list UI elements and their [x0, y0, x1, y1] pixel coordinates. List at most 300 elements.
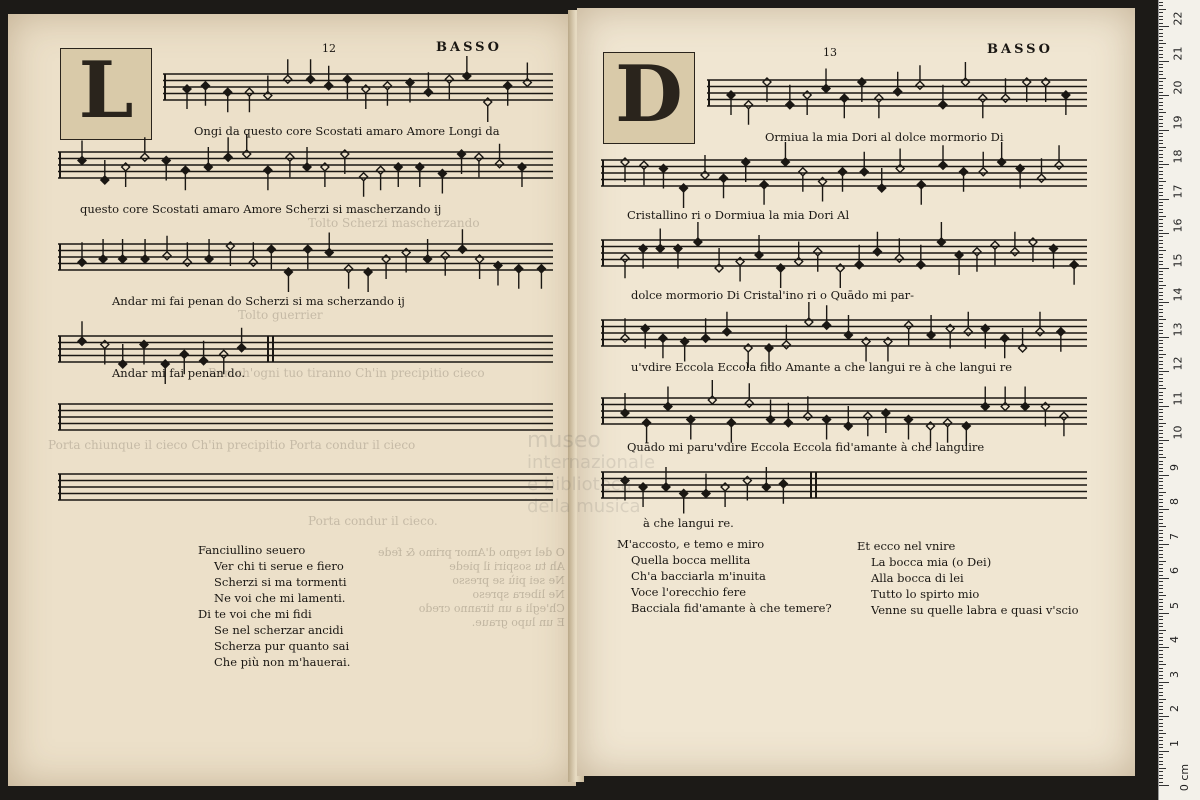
ruler-mm-tick [1159, 143, 1163, 144]
ruler-mm-tick [1159, 719, 1163, 720]
note [946, 325, 954, 349]
ruler-mm-tick [1159, 33, 1163, 34]
ruler-mm-tick [1159, 364, 1163, 365]
note [680, 184, 688, 208]
ruler-mm-tick [1159, 2, 1163, 3]
ruler-label: 1 [1168, 739, 1181, 747]
note [406, 79, 414, 103]
ruler-mm-tick [1159, 212, 1163, 213]
ruler-tick [1159, 475, 1169, 476]
ruler-mm-tick [1159, 599, 1163, 600]
note [981, 325, 989, 349]
note [939, 145, 947, 169]
ruler-mm-tick [1159, 737, 1163, 738]
note [621, 158, 629, 182]
ruler-mm-tick [1159, 419, 1163, 420]
note [721, 483, 729, 507]
left-lyric-line-1: Ongi da questo core Scostati amaro Amore Longi da [194, 124, 500, 138]
note [823, 305, 831, 329]
ruler-tick [1159, 751, 1169, 752]
ruler-mm-tick [1159, 409, 1163, 410]
ruler-mm-tick [1159, 378, 1163, 379]
note [904, 416, 912, 440]
note [476, 255, 484, 279]
left-staff-2 [58, 142, 553, 192]
ruler-mm-tick [1159, 54, 1163, 55]
right-lyric-line-2: Cristallino ri o Dormiua la mia Dori Al [627, 208, 850, 222]
ruler-mm-tick [1159, 426, 1163, 427]
watermark-line-3: e biblioteca [527, 474, 632, 495]
note [1001, 78, 1009, 102]
ruler-mm-tick [1159, 123, 1163, 124]
note [742, 158, 750, 182]
ruler-mm-tick [1159, 523, 1163, 524]
right-lyric-line-5: Quādo mi paru'vdire Eccola Eccola fid'amante à che languire [627, 440, 985, 454]
ruler-mm-tick [1159, 316, 1163, 317]
ruler-mm-tick [1159, 457, 1166, 458]
note [894, 72, 902, 96]
initial-letter: L [78, 45, 134, 136]
ruler-mm-tick [1159, 695, 1163, 696]
ruler-mm-tick [1159, 592, 1163, 593]
note [78, 321, 86, 345]
note [364, 268, 372, 292]
note [1023, 78, 1031, 102]
ruler-mm-tick [1159, 395, 1163, 396]
ruler-mm-tick [1159, 757, 1163, 758]
ruler-label: 13 [1171, 322, 1185, 336]
note [895, 238, 903, 262]
ruler-mm-tick [1159, 57, 1163, 58]
note [1016, 165, 1024, 189]
bleed-through-4: Porta chiunque il cieco Ch'in precipitio Porta condur il cieco [48, 438, 416, 452]
ruler-mm-tick [1159, 588, 1163, 589]
ruler-tick [1159, 371, 1169, 372]
note [416, 163, 424, 187]
ruler-mm-tick [1159, 423, 1166, 424]
note [163, 236, 171, 260]
note [777, 264, 785, 288]
ruler-mm-tick [1159, 744, 1163, 745]
verse-line: Voce l'orecchio fere [631, 585, 747, 599]
ruler-mm-tick [1159, 747, 1163, 748]
note [955, 251, 963, 275]
note [702, 318, 710, 342]
note [325, 66, 333, 90]
note [224, 137, 232, 161]
ruler-mm-tick [1159, 309, 1163, 310]
ruler-mm-tick [1159, 619, 1163, 620]
note [362, 85, 370, 109]
ruler-mm-tick [1159, 71, 1163, 72]
right-staff-5 [601, 388, 1087, 438]
ruler-mm-tick [1159, 264, 1163, 265]
ruler-tick [1159, 164, 1169, 165]
ruler-label: 18 [1171, 149, 1185, 164]
note [141, 137, 149, 161]
ruler-mm-tick [1159, 326, 1163, 327]
note [687, 416, 695, 440]
ruler-mm-tick [1159, 133, 1163, 134]
ruler-tick [1159, 509, 1169, 510]
ruler-label: 15 [1171, 253, 1185, 267]
ruler-label: 17 [1171, 184, 1185, 198]
note [1049, 245, 1057, 269]
note [1062, 91, 1070, 115]
ruler-mm-tick [1159, 637, 1163, 638]
ruler-mm-tick [1159, 606, 1163, 607]
ruler-mm-tick [1159, 167, 1163, 168]
ruler-mm-tick [1159, 782, 1163, 783]
left-page-header: BASSO [436, 40, 502, 55]
right-staff-4 [601, 310, 1087, 360]
ruler-mm-tick [1159, 485, 1163, 486]
verse-line: Di te voi che mi fidi [198, 607, 312, 621]
ruler-mm-tick [1159, 381, 1163, 382]
ruler-mm-tick [1159, 568, 1163, 569]
ruler-mm-tick [1159, 271, 1163, 272]
ruler-mm-tick [1159, 602, 1163, 603]
ruler-mm-tick [1159, 464, 1163, 465]
note [438, 170, 446, 194]
note [494, 262, 502, 286]
ruler-tick [1159, 785, 1169, 786]
ruler-mm-tick [1159, 412, 1163, 413]
ruler-mm-tick [1159, 112, 1166, 113]
ruler-mm-tick [1159, 433, 1163, 434]
note [743, 477, 751, 501]
ruler-mm-tick [1159, 192, 1163, 193]
note [122, 163, 130, 187]
verse-line: Venne su quelle labra e quasi v'scio [871, 603, 1079, 617]
note [782, 325, 790, 349]
note [805, 302, 813, 326]
ruler-mm-tick [1159, 519, 1163, 520]
ruler-mm-tick [1159, 92, 1163, 93]
ruler-mm-tick [1159, 261, 1163, 262]
note [745, 383, 753, 407]
ruler-mm-tick [1159, 374, 1163, 375]
ruler-mm-tick [1159, 67, 1163, 68]
note [917, 181, 925, 205]
ruler-mm-tick [1159, 9, 1166, 10]
note [496, 144, 504, 168]
left-verse-bleed: O del regno d'Amor primo & fede Ah tu sospiri il piede Ne sei più se presso Ne libera spreso Ch'egli a un tiranno credo E un lupo graue. [378, 546, 565, 629]
ruler-mm-tick [1159, 40, 1163, 41]
note [708, 380, 716, 404]
ruler-mm-tick [1159, 644, 1163, 645]
verse-line: Ne voi che mi lamenti. [214, 591, 346, 605]
ruler-mm-tick [1159, 23, 1163, 24]
note [939, 85, 947, 109]
ruler-mm-tick [1159, 388, 1166, 389]
note [1070, 261, 1078, 285]
ruler-mm-tick [1159, 102, 1163, 103]
verse-line: M'accosto, e temo e miro [617, 537, 765, 551]
note [727, 91, 735, 115]
verse-line: Ver chi ti serue e fiero [214, 559, 344, 573]
verse-line: Che più non m'hauerai. [214, 655, 351, 669]
ruler-mm-tick [1159, 47, 1163, 48]
note [402, 249, 410, 273]
ruler-mm-tick [1159, 688, 1163, 689]
right-page-number: 13 [823, 46, 837, 59]
verse-line: Quella bocca mellita [631, 553, 751, 567]
ruler-label: 5 [1168, 601, 1181, 609]
ruler-mm-tick [1159, 247, 1163, 248]
bleed-through-3: Ben ch'ogni tuo tiranno Ch'in precipitio cieco [208, 366, 485, 380]
ruler-mm-tick [1159, 771, 1163, 772]
right-verse-right [857, 538, 1079, 618]
ruler-mm-tick [1159, 278, 1163, 279]
ruler-mm-tick [1159, 488, 1163, 489]
ruler-mm-tick [1159, 706, 1163, 707]
ruler-label: 10 [1171, 425, 1185, 440]
note [979, 152, 987, 176]
ruler-mm-tick [1159, 764, 1163, 765]
note [786, 85, 794, 109]
ruler-mm-tick [1159, 126, 1163, 127]
note [484, 98, 492, 122]
left-lyric-line-3: Andar mi fai penan do Scherzi si ma scherzando ij [112, 294, 405, 308]
note [249, 242, 257, 266]
ruler-label: 21 [1171, 46, 1185, 60]
measurement-ruler [1158, 0, 1200, 800]
watermark-line-2: internazionale [527, 452, 656, 473]
ruler-mm-tick [1159, 385, 1163, 386]
ruler-label: 3 [1168, 670, 1181, 678]
ruler-mm-tick [1159, 768, 1166, 769]
ruler-mm-tick [1159, 240, 1163, 241]
ruler-mm-tick [1159, 537, 1163, 538]
note [736, 258, 744, 282]
note [200, 341, 208, 365]
ruler-mm-tick [1159, 226, 1163, 227]
left-lyric-line-2: questo core Scostati amaro Amore Scherzi si mascherzando ij [80, 202, 442, 216]
note [641, 325, 649, 349]
ruler-mm-tick [1159, 281, 1163, 282]
verse-line: Alla bocca di lei [871, 571, 964, 585]
note [424, 72, 432, 96]
note [760, 181, 768, 205]
ruler-mm-tick [1159, 654, 1163, 655]
ruler-mm-tick [1159, 105, 1163, 106]
ruler-label: 20 [1171, 80, 1185, 95]
ruler-mm-tick [1159, 468, 1163, 469]
ruler-mm-tick [1159, 74, 1163, 75]
note [823, 416, 831, 440]
left-staff-6 [58, 464, 553, 514]
ruler-mm-tick [1159, 43, 1166, 44]
left-page-number: 12 [322, 42, 336, 55]
ruler-mm-tick [1159, 257, 1163, 258]
note [226, 242, 234, 266]
ruler-mm-tick [1159, 761, 1163, 762]
ruler-mm-tick [1159, 136, 1163, 137]
ruler-mm-tick [1159, 330, 1163, 331]
note [537, 265, 545, 289]
ruler-mm-tick [1159, 775, 1163, 776]
ruler-label: 6 [1168, 567, 1181, 574]
note [360, 173, 368, 197]
ruler-tick [1159, 233, 1169, 234]
ruler-label: 4 [1168, 636, 1181, 643]
ruler-mm-tick [1159, 292, 1163, 293]
note [639, 245, 647, 269]
note [284, 59, 292, 83]
note [162, 157, 170, 181]
note [873, 232, 881, 256]
ruler-mm-tick [1159, 216, 1166, 217]
ruler-tick [1159, 337, 1169, 338]
ruler-mm-tick [1159, 295, 1163, 296]
right-staff-6 [601, 462, 1087, 512]
ruler-mm-tick [1159, 392, 1163, 393]
ruler-tick [1159, 578, 1169, 579]
ruler-mm-tick [1159, 443, 1163, 444]
note [858, 78, 866, 102]
ruler-mm-tick [1159, 333, 1163, 334]
ruler-mm-tick [1159, 340, 1163, 341]
note [998, 142, 1006, 166]
ruler-mm-tick [1159, 430, 1163, 431]
watermark-line-4: della musica [527, 496, 641, 517]
ruler-mm-tick [1159, 664, 1166, 665]
note [784, 403, 792, 427]
verse-line: Bacciala fid'amante à che temere? [631, 601, 832, 615]
ruler-tick [1159, 716, 1169, 717]
note [394, 163, 402, 187]
ruler-mm-tick [1159, 150, 1163, 151]
ruler-mm-tick [1159, 626, 1163, 627]
ruler-mm-tick [1159, 88, 1163, 89]
ruler-tick [1159, 647, 1169, 648]
ruler-mm-tick [1159, 219, 1163, 220]
left-staff-3 [58, 234, 553, 284]
ruler-mm-tick [1159, 699, 1166, 700]
note [1042, 78, 1050, 102]
note [345, 265, 353, 289]
ruler-mm-tick [1159, 399, 1163, 400]
ruler-mm-tick [1159, 299, 1163, 300]
bleed-through-5: Porta condur il cieco. [308, 514, 438, 528]
note [1029, 238, 1037, 262]
bleed-through-2: Tolto guerrier [238, 308, 323, 322]
watermark-line-1: museo [527, 428, 601, 453]
note [1055, 145, 1063, 169]
note [855, 245, 863, 269]
note [518, 163, 526, 187]
ruler-mm-tick [1159, 230, 1163, 231]
decorated-initial-d [603, 49, 695, 144]
note [321, 163, 329, 187]
ruler-label: 2 [1168, 705, 1181, 712]
ruler-mm-tick [1159, 119, 1163, 120]
ruler-tick [1159, 61, 1169, 62]
ruler-mm-tick [1159, 754, 1163, 755]
ruler-tick [1159, 406, 1169, 407]
ruler-mm-tick [1159, 161, 1163, 162]
right-verse-left [617, 536, 832, 616]
note [463, 56, 471, 80]
ruler-mm-tick [1159, 181, 1166, 182]
ruler-mm-tick [1159, 243, 1163, 244]
ruler-mm-tick [1159, 109, 1163, 110]
verse-line: Fanciullino seuero [198, 543, 306, 557]
ruler-mm-tick [1159, 147, 1166, 148]
ruler-mm-tick [1159, 274, 1163, 275]
ruler-mm-tick [1159, 526, 1166, 527]
ruler-mm-tick [1159, 12, 1163, 13]
ruler-tick [1159, 268, 1169, 269]
ruler-mm-tick [1159, 16, 1163, 17]
ruler-mm-tick [1159, 547, 1163, 548]
note [307, 59, 315, 83]
note [745, 101, 753, 125]
note [964, 312, 972, 336]
left-staff-5 [58, 394, 553, 444]
ruler-mm-tick [1159, 671, 1163, 672]
ruler-label: 9 [1168, 463, 1181, 471]
note [674, 245, 682, 269]
ruler-mm-tick [1159, 585, 1163, 586]
note [723, 312, 731, 336]
right-lyric-line-1: Ormiua la mia Dori al dolce mormorio Di [765, 130, 1004, 144]
ruler-mm-tick [1159, 557, 1163, 558]
ruler-mm-tick [1159, 471, 1163, 472]
note [101, 341, 109, 365]
ruler-mm-tick [1159, 157, 1163, 158]
ruler-mm-tick [1159, 561, 1166, 562]
ruler-mm-tick [1159, 564, 1163, 565]
ruler-mm-tick [1159, 5, 1163, 6]
ruler-mm-tick [1159, 357, 1163, 358]
ruler-mm-tick [1159, 506, 1163, 507]
ruler-mm-tick [1159, 64, 1163, 65]
note [681, 338, 689, 362]
ruler-tick [1159, 26, 1169, 27]
ruler-tick [1159, 130, 1169, 131]
ruler-label: 0 cm [1178, 763, 1192, 792]
verse-line: Et ecco nel vnire [857, 539, 956, 553]
left-verse [198, 542, 350, 670]
ruler-label: 19 [1171, 115, 1185, 129]
ruler-mm-tick [1159, 550, 1163, 551]
note [862, 338, 870, 362]
right-lyric-line-3: dolce mormorio Di Cristal'ino ri o Quādo mi par- [631, 288, 915, 302]
ruler-mm-tick [1159, 595, 1166, 596]
ruler-mm-tick [1159, 450, 1163, 451]
ruler-mm-tick [1159, 78, 1166, 79]
ruler-mm-tick [1159, 312, 1163, 313]
ruler-mm-tick [1159, 85, 1163, 86]
ruler-mm-tick [1159, 368, 1163, 369]
ruler-mm-tick [1159, 692, 1163, 693]
ruler-mm-tick [1159, 361, 1163, 362]
ruler-mm-tick [1159, 633, 1163, 634]
ruler-mm-tick [1159, 29, 1163, 30]
ruler-mm-tick [1159, 675, 1163, 676]
note [884, 338, 892, 362]
ruler-mm-tick [1159, 202, 1163, 203]
right-staff-2 [601, 150, 1087, 200]
ruler-mm-tick [1159, 726, 1163, 727]
ruler-mm-tick [1159, 571, 1163, 572]
ruler-mm-tick [1159, 709, 1163, 710]
note [819, 178, 827, 202]
ruler-mm-tick [1159, 195, 1163, 196]
ruler-mm-tick [1159, 178, 1163, 179]
